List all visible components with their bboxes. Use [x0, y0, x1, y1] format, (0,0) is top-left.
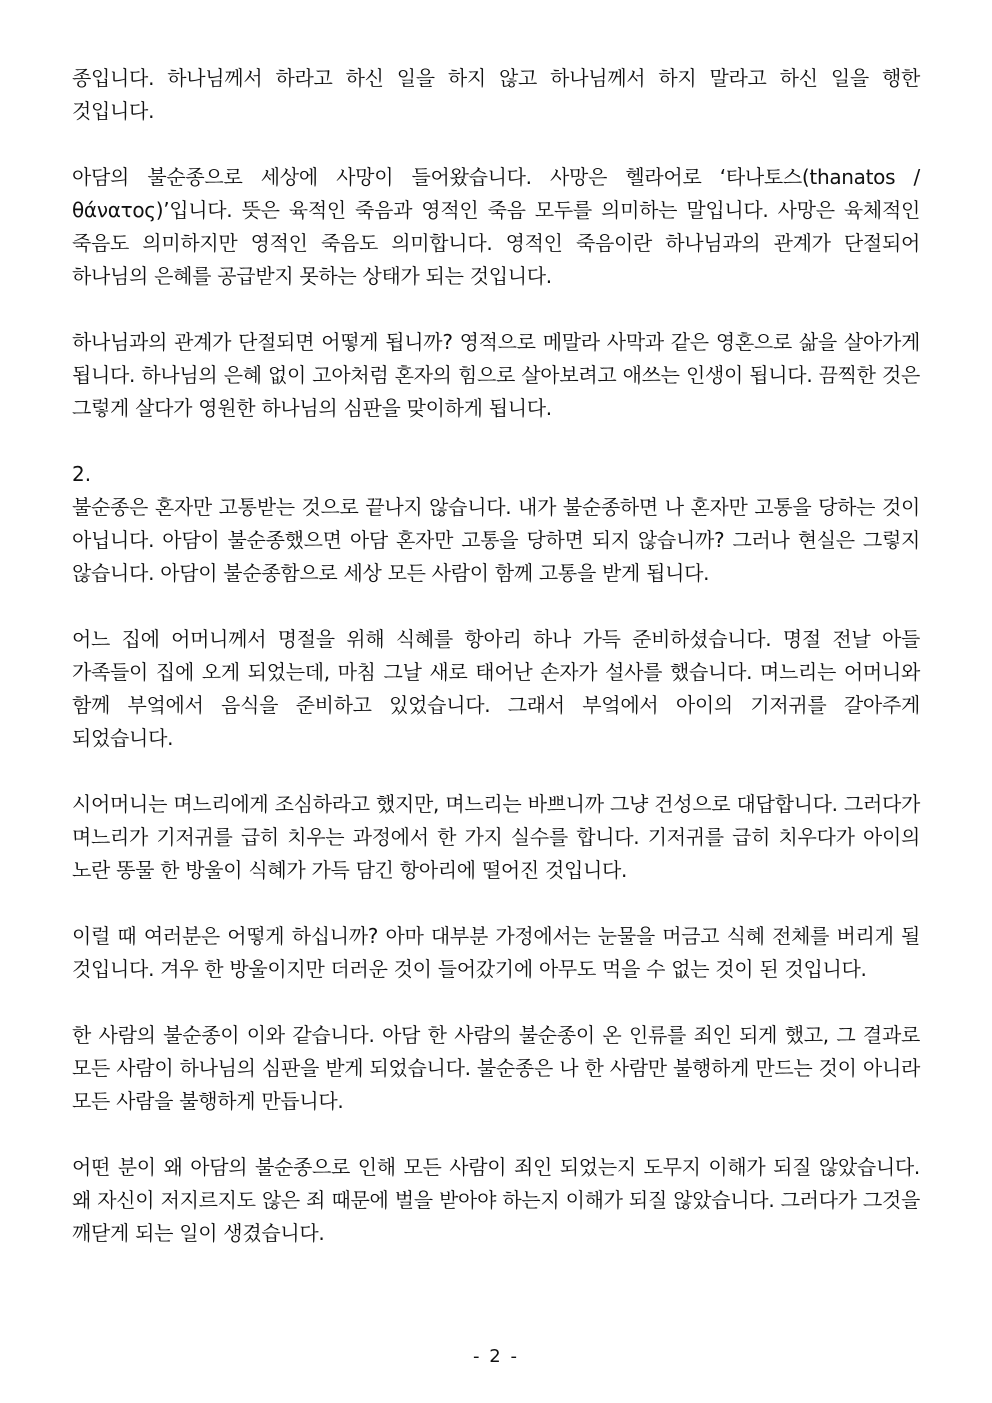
- paragraph-shared-suffering: 불순종은 혼자만 고통받는 것으로 끝나지 않습니다. 내가 불순종하면 나 혼자만 고통을 당하는 것이 아닙니다. 아담이 불순종했으면 아담 혼자만 고통을 당하면 되지 않습니까? 그러나 현실은 그렇지 않습니다. 아담이 불순종함으로 세상 모든 사람이 함께 고통을 받게 됩니다.: [72, 495, 920, 585]
- paragraph-broken-relationship: 하나님과의 관계가 단절되면 어떻게 됩니까? 영적으로 메말라 사막과 같은 영혼으로 삶을 살아가게 됩니다. 하나님의 은혜 없이 고아처럼 혼자의 힘으로 살아보려고 애쓰는 인생이 됩니다. 끔찍한 것은 그렇게 살다가 영원한 하나님의 심판을 맞이하게 됩니다.: [72, 330, 920, 420]
- section-number: 2.: [72, 462, 92, 486]
- paragraph-death-meaning: 아담의 불순종으로 세상에 사망이 들어왔습니다. 사망은 헬라어로 ‘타나토스(thanatos / θάνατος)’입니다. 뜻은 육적인 죽음과 영적인 죽음 모두를 의미하는 말입니다. 사망은 육체적인 죽음도 의미하지만 영적인 죽음도 의미합니다. 영적인 죽음이란 하나님과의 관계가 단절되어 하나님의 은혜를 공급받지 못하는 상태가 되는 것입니다.: [72, 165, 920, 288]
- paragraph-disobedience-definition: 종입니다. 하나님께서 하라고 하신 일을 하지 않고 하나님께서 하지 말라고 하신 일을 행한 것입니다.: [72, 66, 920, 123]
- page-number: - 2 -: [473, 1346, 519, 1367]
- document-body: [72, 62, 920, 1250]
- paragraph-sikhye-story: 어느 집에 어머니께서 명절을 위해 식혜를 항아리 하나 가득 준비하셨습니다. 명절 전날 아들 가족들이 집에 오게 되었는데, 마침 그날 새로 태어난 손자가 설사를 했습니다. 며느리는 어머니와 함께 부엌에서 음식을 준비하고 있었습니다. 그래서 부엌에서 아이의 기저귀를 갈아주게 되었습니다.: [72, 627, 920, 750]
- paragraph-diaper-mistake: 시어머니는 며느리에게 조심하라고 했지만, 며느리는 바쁘니까 그냥 건성으로 대답합니다. 그러다가 며느리가 기저귀를 급히 치우는 과정에서 한 가지 실수를 합니다. 기저귀를 급히 치우다가 아이의 노란 똥물 한 방울이 식혜가 가득 담긴 항아리에 떨어진 것입니다.: [72, 792, 920, 882]
- paragraph-throw-away: 이럴 때 여러분은 어떻게 하십니까? 아마 대부분 가정에서는 눈물을 머금고 식혜 전체를 버리게 될 것입니다. 겨우 한 방울이지만 더러운 것이 들어갔기에 아무도 먹을 수 없는 것이 된 것입니다.: [72, 924, 920, 981]
- paragraph-understanding: 어떤 분이 왜 아담의 불순종으로 인해 모든 사람이 죄인 되었는지 도무지 이해가 되질 않았습니다. 왜 자신이 저지르지도 않은 죄 때문에 벌을 받아야 하는지 이해가 되질 않았습니다. 그러다가 그것을 깨닫게 되는 일이 생겼습니다.: [72, 1155, 920, 1245]
- paragraph-one-mans-disobedience: 한 사람의 불순종이 이와 같습니다. 아담 한 사람의 불순종이 온 인류를 죄인 되게 했고, 그 결과로 모든 사람이 하나님의 심판을 받게 되었습니다. 불순종은 나 한 사람만 불행하게 만드는 것이 아니라 모든 사람을 불행하게 만듭니다.: [72, 1023, 920, 1113]
